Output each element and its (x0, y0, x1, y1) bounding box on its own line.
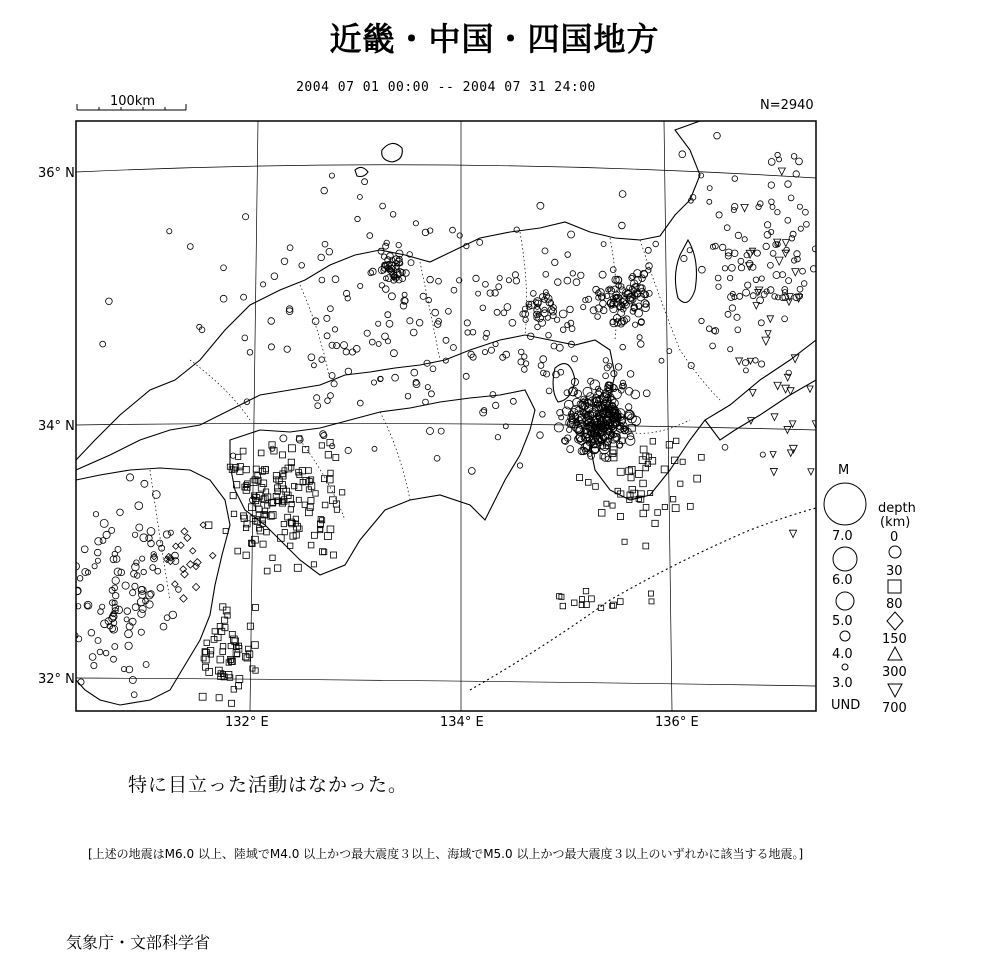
epicenter-mark (836, 283, 843, 290)
epicenter-mark (47, 666, 52, 671)
legend-depth-30-symbol (888, 580, 901, 593)
lat-label-34: 34° N (38, 419, 75, 434)
map-frame (76, 121, 816, 711)
legend-mag-3-circle (842, 664, 848, 670)
epicenter-mark (54, 548, 61, 555)
epicenter-mark (842, 246, 848, 252)
epicenter-mark (820, 269, 825, 274)
legend-mag-und: UND (831, 698, 861, 713)
map-title: 近畿・中国・四国地方 (329, 20, 660, 58)
lat-label-32: 32° N (38, 672, 75, 687)
legend-depth-300: 300 (882, 665, 907, 680)
scale-bar (77, 104, 186, 110)
legend-mag-4: 4.0 (832, 647, 853, 662)
lon-label-134: 134° E (440, 715, 484, 730)
legend-depth-150-symbol (888, 647, 902, 660)
agency-credit: 気象庁・文部科学省 (66, 933, 211, 952)
legend (818, 462, 928, 722)
epicenter-mark (818, 176, 824, 182)
epicenter-mark (838, 252, 843, 257)
legend-depth-300-symbol (888, 684, 902, 697)
lon-label-132: 132° E (225, 715, 269, 730)
legend-magnitude-header: M (838, 463, 850, 478)
legend-depth-30: 30 (886, 564, 903, 579)
epicenter-mark (831, 260, 837, 266)
epicenter-mark (818, 203, 825, 210)
epicenter-mark (828, 263, 834, 269)
period-range: 2004 07 01 00:00 -- 2004 07 31 24:00 (296, 80, 596, 95)
epicenter-mark (824, 159, 831, 166)
legend-mag-5: 5.0 (832, 614, 853, 629)
legend-depth-80: 80 (886, 597, 903, 612)
legend-mag-4-circle (840, 631, 850, 641)
legend-depth-unit: (km) (880, 515, 911, 530)
epicenter-mark (841, 270, 848, 277)
legend-depth-0-symbol (889, 546, 901, 558)
event-count: N=2940 (760, 98, 814, 113)
epicenter-mark (821, 257, 828, 264)
legend-mag-7-circle (824, 483, 866, 525)
legend-depth-0: 0 (890, 530, 899, 545)
legend-mag-7: 7.0 (832, 529, 853, 544)
selection-criteria: [上述の地震はM6.0 以上、陸域でM4.0 以上かつ最大震度３以上、海域でM5.0 以上かつ最大震度３以上のいずれかに該当する地震。] (88, 847, 804, 861)
legend-mag-3: 3.0 (832, 676, 853, 691)
legend-depth-150: 150 (882, 632, 907, 647)
legend-mag-6-circle (833, 547, 857, 571)
legend-depth-header: depth (878, 501, 916, 516)
lat-label-36: 36° N (38, 166, 75, 181)
legend-mag-5-circle (836, 592, 854, 610)
activity-comment: 特に目立った活動はなかった。 (128, 774, 409, 796)
epicenter-mark (68, 636, 73, 641)
scale-bar-label: 100km (110, 94, 156, 109)
lon-label-136: 136° E (655, 715, 699, 730)
legend-depth-700: 700 (882, 701, 907, 716)
legend-depth-80-symbol (887, 612, 903, 630)
epicenter-mark (60, 614, 67, 621)
legend-mag-6: 6.0 (832, 573, 853, 588)
